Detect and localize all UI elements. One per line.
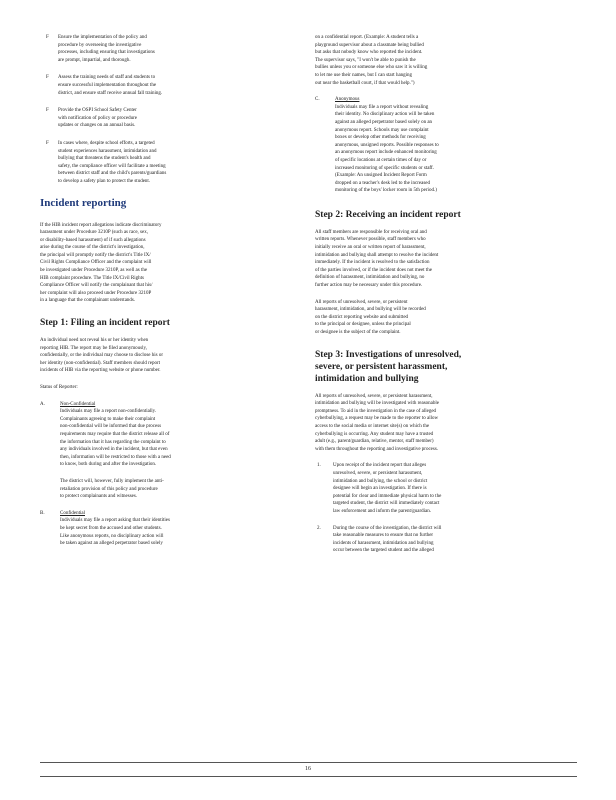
step1-heading: Step 1: Filing an incident report (40, 318, 170, 329)
text-line: anonymous report. Schools may use complaint (335, 127, 429, 133)
text-line: to let me use their names, but I can start hanging (315, 72, 413, 78)
text-line: Complainants agreeing to make their complaint (60, 416, 156, 422)
text-line: out near the basketball court, if that would help.") (315, 80, 415, 86)
text-line: (Example: An unsigned Incident Report Form (335, 173, 427, 179)
text-line: potential for clear and immediate physical harm to the (333, 493, 442, 499)
text-line: her identity (non-confidential). Staff members should report (40, 360, 161, 366)
bullet-marker: F (46, 35, 49, 40)
text-line: be kept secret from the accused and other students. (60, 525, 162, 531)
text-line: harassment under Procedure 3210P (such as race, sex, (40, 230, 148, 236)
numbered-item (315, 462, 577, 515)
text-line: or disability-based harassment) of if such allegations (40, 237, 146, 243)
text-line: Individuals may file a report asking that their identities (60, 518, 170, 524)
text-line: non-confidential will be informed that due process (60, 424, 162, 430)
text-line: bullies unless you or someone else who saw it is willing (315, 65, 428, 71)
text-line: If the HIB incident report allegations indicate discriminatory (40, 222, 162, 228)
text-line: district, and ensure staff receive annual fall training. (58, 90, 163, 96)
text-line: be investigated under Procedure 3210P, as well as the (40, 268, 148, 274)
text-line: retaliation provision of this policy and procedure (60, 486, 158, 492)
bullet-marker: F (46, 75, 49, 81)
subsection-a-text-2 (60, 478, 290, 501)
subsection-a-text (60, 408, 290, 469)
text-line: All reports of unresolved, severe, or persistent harassment, (315, 393, 433, 399)
text-line: playground supervisor about a classmate being bullied (315, 42, 424, 48)
text-line: immediately. If the incident is resolved to the satisfaction (315, 260, 430, 266)
text-line: increased monitoring of specific students or staff. (335, 165, 434, 171)
text-line: intimidation and bullying shall attempt to resolve the incident (315, 252, 439, 258)
text-line: reporting HIB. The report may be filed anonymously, (40, 345, 147, 351)
text-line: with them throughout the reporting and investigative process. (315, 446, 439, 452)
text-line: Assess the training needs of staff and students to (58, 75, 156, 81)
subsection-anonymous (315, 96, 577, 195)
incident-reporting-heading: Incident reporting (40, 196, 127, 209)
text-line: anonymous, unsigned reports. Possible responses to (335, 142, 439, 148)
number-marker: 2. (317, 525, 321, 531)
bullet-marker: F (46, 140, 49, 146)
status-of-reporter-label: Status of Reporter: (40, 385, 78, 390)
text-line: unresolved, severe, or persistent harassment, (333, 470, 423, 476)
subsection-c-title: Anonymous (335, 97, 360, 103)
text-line: cyberbullying, a request may be made to the reporter to allow (315, 416, 439, 422)
text-line: safety, the compliance officer will facilitate a meeting (58, 163, 166, 169)
text-line: cyberbullying is occurring. Any student may have a trusted (315, 431, 434, 437)
text-line: or designee is the subject of the complaint. (315, 330, 401, 335)
text-line: All reports of unresolved, severe, or persistent (315, 299, 408, 305)
step2-paragraph-1 (315, 229, 577, 290)
text-line: access to the social media or internet site(s) on which the (315, 423, 430, 429)
heading-line: Step 3: Investigations of unresolved, (315, 349, 462, 360)
heading-line: intimidation and bullying (315, 373, 419, 384)
text-line: to the principal or designee, unless the principal (315, 322, 411, 328)
text-line: of the parties involved, or if the incident does not meet the (315, 267, 432, 273)
page-number: 16 (305, 766, 311, 772)
heading-line: severe, or persistent harassment, (315, 361, 448, 372)
footer-rule-bottom (40, 776, 577, 777)
text-line: dropped on a teacher's desk led to the increased (335, 180, 431, 186)
numbered-item (315, 525, 577, 555)
text-line: an anonymous report include enhanced monitoring (335, 150, 437, 156)
text-line: procedure by overseeing the investigative (58, 42, 142, 48)
text-line: initially receive an oral or written report of harassment, (315, 245, 426, 251)
responsibility-list (40, 34, 290, 186)
text-line: incidents of HIB via the reporting website or phone number. (40, 368, 161, 374)
bullet-item (40, 107, 290, 130)
text-line: incidents of harassment, intimidation and bullying (333, 540, 434, 546)
text-line: updates or changes on an annual basis. (58, 123, 136, 129)
text-line: The district will, however, fully implement the anti- (60, 478, 164, 484)
text-line: designee will begin an investigation. If there is (333, 486, 427, 492)
text-line: her complaint will also proceed under Procedure 3210P (40, 290, 152, 296)
right-column (315, 34, 577, 564)
text-line: Individuals may file a report without revealing (335, 104, 429, 110)
text-line: boxes or develop other methods for receiving (335, 135, 426, 141)
text-line: intimidation and bullying, the school or district (333, 478, 428, 484)
bullet-marker: F (46, 108, 49, 114)
text-line: to develop a safety plan to protect the student. (58, 178, 151, 184)
text-line: adult (e.g., parent/guardian, relative, mentor, staff member) (315, 439, 434, 445)
incident-reporting-paragraph (40, 222, 290, 306)
text-line: definition of harassment, intimidation and bullying, no (315, 275, 425, 281)
step2-paragraph-2 (315, 299, 577, 337)
text-line: the principal will promptly notify the district's Title IX/ (40, 252, 151, 258)
text-line: confidentially, or the individual may choose to disclose his or (40, 353, 163, 359)
text-line: HIB complaint procedure. The Title IX/Civil Rights (40, 275, 144, 281)
subsection-b-marker: B. (40, 510, 45, 516)
text-line: monitoring of the boys' locker room in 5th period.) (335, 188, 437, 194)
subsection-a-title: Non-Confidential (60, 401, 96, 407)
left-column (40, 34, 290, 557)
text-line: but asks that nobody know who reported the incident. (315, 50, 423, 56)
text-line: Civil Rights Compliance Officer and the complaint will (40, 260, 152, 266)
text-line: take reasonable measures to ensure that no further (333, 533, 434, 539)
text-line: on a confidential report. (Example: A student tells a (315, 35, 419, 40)
text-line: the information that it has regarding the complaint to (60, 439, 166, 445)
subsection-non-confidential (40, 401, 290, 501)
text-line: targeted student, the district will immediately contact (333, 501, 440, 507)
text-line: further action may be necessary under this procedure. (315, 283, 423, 289)
text-line: be taken against an alleged perpetrator based solely (60, 541, 163, 547)
text-line: Individuals may file a report non-confidentially. (60, 409, 157, 415)
text-line: Provide the OSPI School Safety Center (58, 108, 137, 114)
investigation-steps-list (315, 462, 577, 555)
text-line: then, information will be restricted to those with a need (60, 454, 171, 460)
number-marker: 1. (317, 463, 321, 469)
text-line: to know, both during and after the investigation. (60, 462, 157, 468)
text-line: processes, including ensuring that investigations (58, 50, 155, 56)
step3-heading (315, 349, 577, 385)
step3-paragraph (315, 393, 577, 454)
bullet-item (40, 140, 290, 186)
text-line: harassment, intimidation, and bullying will be recorded (315, 307, 426, 313)
step1-paragraph (40, 337, 290, 375)
text-line: on the district reporting website and submitted (315, 314, 409, 320)
text-line: are prompt, impartial, and thorough. (58, 57, 131, 63)
text-line: Ensure the implementation of the policy and (58, 35, 147, 40)
subsection-b-title: Confidential (60, 510, 85, 516)
step2-heading: Step 2: Receiving an incident report (315, 209, 461, 220)
subsection-confidential (40, 510, 290, 548)
text-line: in a language that the complainant understands. (40, 298, 136, 304)
bullet-item (40, 34, 290, 64)
text-line: between district staff and the child's parents/guardians (58, 171, 167, 177)
text-line: their identity. No disciplinary action will be taken (335, 112, 435, 118)
text-line: requirements may require that the district release all of (60, 431, 170, 437)
subsection-b-text (60, 517, 290, 547)
text-line: ensure successful implementation throughout the (58, 82, 157, 88)
text-line: During the course of the investigation, the district will (333, 525, 442, 531)
text-line: against an alleged perpetrator based solely on an (335, 119, 433, 125)
text-line: occur between the targeted student and the alleged (333, 548, 434, 554)
text-line: An individual need not reveal his or her identity when (40, 338, 149, 344)
text-line: Like anonymous reports, no disciplinary action will (60, 533, 164, 539)
text-line: Upon receipt of the incident report that alleges (333, 463, 427, 469)
text-line: The supervisor says, "I won't be able to punish the (315, 57, 416, 63)
footer-rule-top (40, 762, 577, 763)
text-line: promptness. To aid in the investigation in the case of alleged (315, 408, 437, 414)
text-line: to protect complainants and witnesses. (60, 494, 138, 500)
text-line: of specific locations at certain times of day or (335, 157, 427, 163)
text-line: with notification of policy or procedure (58, 115, 138, 121)
bullet-item (40, 74, 290, 97)
text-line: student experiences harassment, intimidation and (58, 148, 157, 154)
text-line: All staff members are responsible for receiving oral and (315, 229, 427, 235)
subsection-c-marker: C. (315, 97, 320, 103)
text-line: any individuals involved in the incident, but that even (60, 447, 168, 453)
text-line: intimidation and bullying will be investigated with reasonable (315, 401, 440, 407)
subsection-a-marker: A. (40, 401, 45, 407)
text-line: bullying that threatens the student's health and (58, 156, 151, 162)
text-line: In cases where, despite school efforts, a targeted (58, 140, 155, 146)
text-line: Compliance Officer will notify the complainant that his/ (40, 283, 153, 289)
confidential-continuation (315, 34, 577, 87)
text-line: arise during the course of the district's investigation, (40, 245, 145, 251)
subsection-c-text (335, 104, 577, 195)
text-line: written reports. Whenever possible, staff members who (315, 237, 426, 243)
text-line: law enforcement and inform the parent/guardian. (333, 508, 432, 514)
